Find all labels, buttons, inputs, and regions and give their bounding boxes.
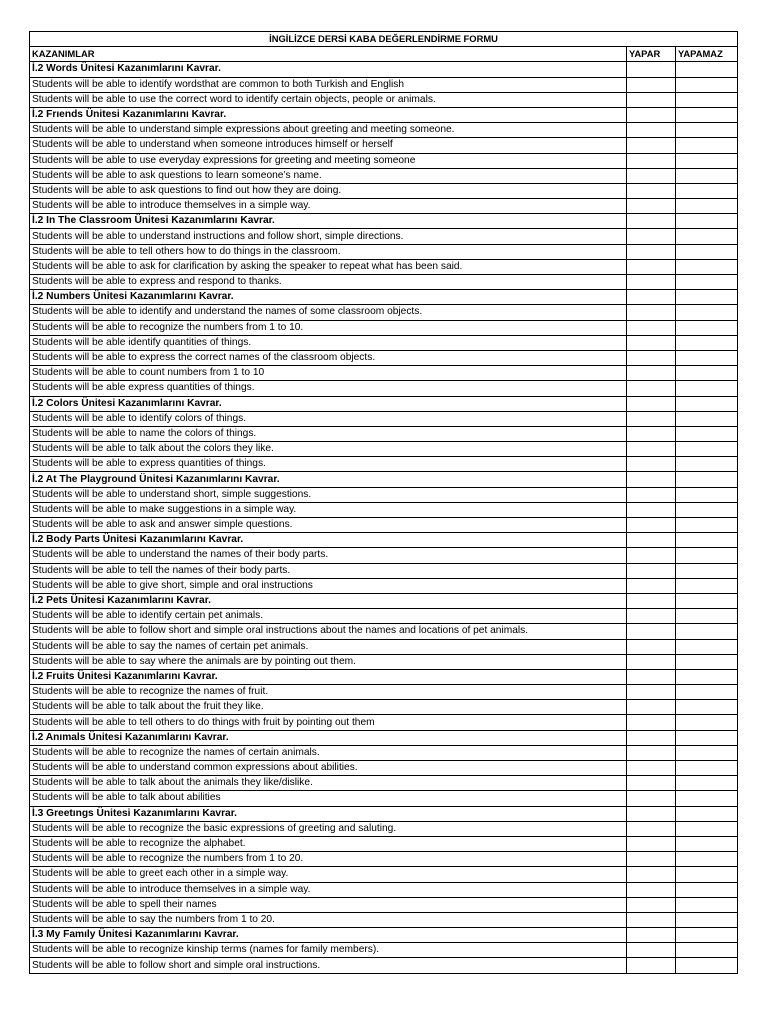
- objective-row: [30, 138, 738, 153]
- yapamaz-check-cell[interactable]: [676, 761, 738, 776]
- yapamaz-check-cell[interactable]: [676, 320, 738, 335]
- yapar-check-cell[interactable]: [627, 335, 676, 350]
- objective-row: [30, 563, 738, 578]
- section-yapar-cell: [627, 533, 676, 548]
- yapamaz-check-cell[interactable]: [676, 487, 738, 502]
- section-header-row: [30, 472, 738, 487]
- yapar-check-cell[interactable]: [627, 958, 676, 973]
- yapamaz-check-cell[interactable]: [676, 335, 738, 350]
- yapamaz-check-cell[interactable]: [676, 442, 738, 457]
- objective-text: Students will be able to express the correct names of the classroom objects.: [30, 350, 627, 365]
- section-title: İ.2 Pets Ünitesi Kazanımlarını Kavrar.: [30, 593, 627, 608]
- objective-text: Students will be able to understand short, simple suggestions.: [30, 487, 627, 502]
- yapamaz-check-cell[interactable]: [676, 715, 738, 730]
- objective-row: [30, 715, 738, 730]
- yapar-check-cell[interactable]: [627, 183, 676, 198]
- yapamaz-check-cell[interactable]: [676, 138, 738, 153]
- objective-text: Students will be able to identify wordsthat are common to both Turkish and English: [30, 77, 627, 92]
- section-yapamaz-cell: [676, 396, 738, 411]
- section-header-row: [30, 107, 738, 122]
- yapar-check-cell[interactable]: [627, 92, 676, 107]
- objective-text: Students will be able to make suggestions in a simple way.: [30, 502, 627, 517]
- yapamaz-check-cell[interactable]: [676, 123, 738, 138]
- section-yapamaz-cell: [676, 290, 738, 305]
- section-title: İ.2 In The Classroom Ünitesi Kazanımlarını Kavrar.: [30, 214, 627, 229]
- yapar-check-cell[interactable]: [627, 518, 676, 533]
- section-yapamaz-cell: [676, 806, 738, 821]
- section-header-row: [30, 396, 738, 411]
- yapar-check-cell[interactable]: [627, 350, 676, 365]
- yapamaz-check-cell[interactable]: [676, 229, 738, 244]
- section-yapar-cell: [627, 107, 676, 122]
- yapamaz-check-cell[interactable]: [676, 153, 738, 168]
- yapamaz-check-cell[interactable]: [676, 852, 738, 867]
- yapamaz-check-cell[interactable]: [676, 366, 738, 381]
- objective-text: Students will be able to ask questions to learn someone’s name.: [30, 168, 627, 183]
- yapamaz-check-cell[interactable]: [676, 958, 738, 973]
- yapamaz-check-cell[interactable]: [676, 381, 738, 396]
- section-yapar-cell: [627, 62, 676, 77]
- objective-row: [30, 305, 738, 320]
- objective-row: [30, 867, 738, 882]
- objective-text: Students will be able to introduce themselves in a simple way.: [30, 199, 627, 214]
- objective-row: [30, 275, 738, 290]
- yapamaz-check-cell[interactable]: [676, 199, 738, 214]
- yapar-check-cell[interactable]: [627, 761, 676, 776]
- objective-text: Students will be able to understand the names of their body parts.: [30, 548, 627, 563]
- objective-row: [30, 426, 738, 441]
- section-yapamaz-cell: [676, 62, 738, 77]
- section-yapar-cell: [627, 928, 676, 943]
- section-yapamaz-cell: [676, 472, 738, 487]
- section-header-row: [30, 593, 738, 608]
- objective-text: Students will be able to talk about the fruit they like.: [30, 700, 627, 715]
- yapar-check-cell[interactable]: [627, 153, 676, 168]
- objective-row: [30, 548, 738, 563]
- yapamaz-check-cell[interactable]: [676, 700, 738, 715]
- objective-row: [30, 624, 738, 639]
- objective-text: Students will be able to talk about the colors they like.: [30, 442, 627, 457]
- objective-row: [30, 882, 738, 897]
- yapamaz-check-cell[interactable]: [676, 350, 738, 365]
- objective-text: Students will be able to identify colors of things.: [30, 411, 627, 426]
- yapar-check-cell[interactable]: [627, 654, 676, 669]
- objective-text: Students will be able to give short, simple and oral instructions: [30, 578, 627, 593]
- form-body: [30, 32, 738, 974]
- yapamaz-check-cell[interactable]: [676, 791, 738, 806]
- objective-text: Students will be able to recognize the basic expressions of greeting and saluting.: [30, 821, 627, 836]
- column-header-yapamaz: YAPAMAZ: [676, 47, 738, 62]
- yapamaz-check-cell[interactable]: [676, 776, 738, 791]
- objective-row: [30, 199, 738, 214]
- yapar-check-cell[interactable]: [627, 624, 676, 639]
- objective-row: [30, 350, 738, 365]
- objective-row: [30, 457, 738, 472]
- yapamaz-check-cell[interactable]: [676, 882, 738, 897]
- yapar-check-cell[interactable]: [627, 745, 676, 760]
- yapar-check-cell[interactable]: [627, 366, 676, 381]
- objective-text: Students will be able to recognize the names of fruit.: [30, 685, 627, 700]
- yapamaz-check-cell[interactable]: [676, 912, 738, 927]
- objective-text: Students will be able to recognize the names of certain animals.: [30, 745, 627, 760]
- yapar-check-cell[interactable]: [627, 791, 676, 806]
- yapamaz-check-cell[interactable]: [676, 654, 738, 669]
- yapar-check-cell[interactable]: [627, 305, 676, 320]
- objective-row: [30, 229, 738, 244]
- yapar-check-cell[interactable]: [627, 563, 676, 578]
- yapamaz-check-cell[interactable]: [676, 745, 738, 760]
- section-title: İ.3 Greetıngs Ünitesi Kazanımlarını Kavrar.: [30, 806, 627, 821]
- objective-text: Students will be able to recognize the alphabet.: [30, 836, 627, 851]
- section-title: İ.2 Words Ünitesi Kazanımlarını Kavrar.: [30, 62, 627, 77]
- yapar-check-cell[interactable]: [627, 138, 676, 153]
- section-header-row: [30, 533, 738, 548]
- yapar-check-cell[interactable]: [627, 609, 676, 624]
- section-yapar-cell: [627, 214, 676, 229]
- objective-row: [30, 123, 738, 138]
- objective-text: Students will be able to ask questions to find out how they are doing.: [30, 183, 627, 198]
- objective-row: [30, 912, 738, 927]
- objective-text: Students will be able to name the colors of things.: [30, 426, 627, 441]
- objective-row: [30, 442, 738, 457]
- objective-row: [30, 609, 738, 624]
- yapar-check-cell[interactable]: [627, 776, 676, 791]
- objective-text: Students will be able express quantities of things.: [30, 381, 627, 396]
- yapamaz-check-cell[interactable]: [676, 639, 738, 654]
- section-yapamaz-cell: [676, 533, 738, 548]
- objective-row: [30, 639, 738, 654]
- objective-text: Students will be able to ask and answer simple questions.: [30, 518, 627, 533]
- yapamaz-check-cell[interactable]: [676, 685, 738, 700]
- yapar-check-cell[interactable]: [627, 123, 676, 138]
- yapar-check-cell[interactable]: [627, 381, 676, 396]
- section-title: İ.2 Colors Ünitesi Kazanımlarını Kavrar.: [30, 396, 627, 411]
- yapar-check-cell[interactable]: [627, 199, 676, 214]
- objective-row: [30, 92, 738, 107]
- objective-row: [30, 821, 738, 836]
- objective-row: [30, 168, 738, 183]
- yapar-check-cell[interactable]: [627, 244, 676, 259]
- yapamaz-check-cell[interactable]: [676, 821, 738, 836]
- objective-text: Students will be able to say the names of certain pet animals.: [30, 639, 627, 654]
- objective-text: Students will be able to follow short and simple oral instructions about the names and locations of pet animals.: [30, 624, 627, 639]
- objective-text: Students will be able to recognize the numbers from 1 to 20.: [30, 852, 627, 867]
- objective-text: Students will be able to understand when someone introduces himself or herself: [30, 138, 627, 153]
- yapamaz-check-cell[interactable]: [676, 77, 738, 92]
- yapar-check-cell[interactable]: [627, 168, 676, 183]
- section-header-row: [30, 928, 738, 943]
- yapamaz-check-cell[interactable]: [676, 563, 738, 578]
- objective-row: [30, 700, 738, 715]
- yapamaz-check-cell[interactable]: [676, 168, 738, 183]
- section-header-row: [30, 290, 738, 305]
- objective-text: Students will be able to count numbers from 1 to 10: [30, 366, 627, 381]
- column-header-kazanimlar: KAZANIMLAR: [30, 47, 627, 62]
- objective-text: Students will be able to spell their names: [30, 897, 627, 912]
- section-title: İ.2 Fruits Ünitesi Kazanımlarını Kavrar.: [30, 669, 627, 684]
- form-title-row: [30, 32, 738, 47]
- yapar-check-cell[interactable]: [627, 700, 676, 715]
- yapamaz-check-cell[interactable]: [676, 92, 738, 107]
- objective-row: [30, 259, 738, 274]
- yapar-check-cell[interactable]: [627, 411, 676, 426]
- objective-text: Students will be able to understand instructions and follow short, simple directions.: [30, 229, 627, 244]
- objective-row: [30, 366, 738, 381]
- objective-text: Students will be able to say where the animals are by pointing out them.: [30, 654, 627, 669]
- objective-text: Students will be able to tell the names of their body parts.: [30, 563, 627, 578]
- objective-text: Students will be able to understand simple expressions about greeting and meeting someone.: [30, 123, 627, 138]
- objective-row: [30, 77, 738, 92]
- section-yapar-cell: [627, 396, 676, 411]
- objective-row: [30, 654, 738, 669]
- objective-row: [30, 685, 738, 700]
- yapamaz-check-cell[interactable]: [676, 305, 738, 320]
- objective-text: Students will be able to recognize kinship terms (names for family members).: [30, 943, 627, 958]
- objective-text: Students will be able to follow short and simple oral instructions.: [30, 958, 627, 973]
- objective-row: [30, 578, 738, 593]
- yapamaz-check-cell[interactable]: [676, 411, 738, 426]
- objective-row: [30, 518, 738, 533]
- objective-text: Students will be able to use the correct word to identify certain objects, people or animals.: [30, 92, 627, 107]
- section-header-row: [30, 62, 738, 77]
- yapar-check-cell[interactable]: [627, 229, 676, 244]
- yapar-check-cell[interactable]: [627, 715, 676, 730]
- section-yapar-cell: [627, 290, 676, 305]
- yapar-check-cell[interactable]: [627, 426, 676, 441]
- yapar-check-cell[interactable]: [627, 912, 676, 927]
- section-yapamaz-cell: [676, 214, 738, 229]
- yapar-check-cell[interactable]: [627, 852, 676, 867]
- yapamaz-check-cell[interactable]: [676, 836, 738, 851]
- yapamaz-check-cell[interactable]: [676, 624, 738, 639]
- yapamaz-check-cell[interactable]: [676, 548, 738, 563]
- section-title: İ.2 Body Parts Ünitesi Kazanımlarını Kavrar.: [30, 533, 627, 548]
- section-yapar-cell: [627, 730, 676, 745]
- yapar-check-cell[interactable]: [627, 821, 676, 836]
- yapar-check-cell[interactable]: [627, 487, 676, 502]
- yapar-check-cell[interactable]: [627, 639, 676, 654]
- yapamaz-check-cell[interactable]: [676, 943, 738, 958]
- objective-text: Students will be able to use everyday expressions for greeting and meeting someone: [30, 153, 627, 168]
- yapar-check-cell[interactable]: [627, 685, 676, 700]
- yapamaz-check-cell[interactable]: [676, 518, 738, 533]
- objective-row: [30, 761, 738, 776]
- objective-row: [30, 776, 738, 791]
- objective-text: Students will be able to say the numbers from 1 to 20.: [30, 912, 627, 927]
- section-yapamaz-cell: [676, 593, 738, 608]
- objective-text: Students will be able to greet each other in a simple way.: [30, 867, 627, 882]
- section-yapamaz-cell: [676, 669, 738, 684]
- objective-row: [30, 335, 738, 350]
- objective-text: Students will be able to express and respond to thanks.: [30, 275, 627, 290]
- objective-text: Students will be able to identify and understand the names of some classroom objects.: [30, 305, 627, 320]
- yapar-check-cell[interactable]: [627, 457, 676, 472]
- section-yapar-cell: [627, 806, 676, 821]
- objective-row: [30, 381, 738, 396]
- form-title: İNGİLİZCE DERSİ KABA DEĞERLENDİRME FORMU: [30, 32, 738, 47]
- objective-text: Students will be able to tell others to do things with fruit by pointing out them: [30, 715, 627, 730]
- yapamaz-check-cell[interactable]: [676, 183, 738, 198]
- yapar-check-cell[interactable]: [627, 943, 676, 958]
- section-title: İ.2 Frıends Ünitesi Kazanımlarını Kavrar.: [30, 107, 627, 122]
- section-title: İ.3 My Famıly Ünitesi Kazanımlarını Kavrar.: [30, 928, 627, 943]
- section-yapar-cell: [627, 593, 676, 608]
- yapar-check-cell[interactable]: [627, 867, 676, 882]
- yapar-check-cell[interactable]: [627, 77, 676, 92]
- yapar-check-cell[interactable]: [627, 882, 676, 897]
- yapamaz-check-cell[interactable]: [676, 457, 738, 472]
- yapamaz-check-cell[interactable]: [676, 609, 738, 624]
- column-header-yapar: YAPAR: [627, 47, 676, 62]
- column-header-row: [30, 47, 738, 62]
- objective-text: Students will be able to identify certain pet animals.: [30, 609, 627, 624]
- yapamaz-check-cell[interactable]: [676, 502, 738, 517]
- section-title: İ.2 Anımals Ünitesi Kazanımlarını Kavrar.: [30, 730, 627, 745]
- objective-text: Students will be able to introduce themselves in a simple way.: [30, 882, 627, 897]
- assessment-form-table: [29, 31, 738, 974]
- yapar-check-cell[interactable]: [627, 320, 676, 335]
- section-yapar-cell: [627, 669, 676, 684]
- yapar-check-cell[interactable]: [627, 442, 676, 457]
- yapamaz-check-cell[interactable]: [676, 259, 738, 274]
- yapar-check-cell[interactable]: [627, 578, 676, 593]
- objective-row: [30, 897, 738, 912]
- objective-row: [30, 852, 738, 867]
- section-yapamaz-cell: [676, 928, 738, 943]
- yapar-check-cell[interactable]: [627, 897, 676, 912]
- section-header-row: [30, 214, 738, 229]
- objective-row: [30, 943, 738, 958]
- objective-text: Students will be able identify quantities of things.: [30, 335, 627, 350]
- section-yapamaz-cell: [676, 730, 738, 745]
- yapamaz-check-cell[interactable]: [676, 275, 738, 290]
- objective-row: [30, 836, 738, 851]
- section-header-row: [30, 669, 738, 684]
- objective-row: [30, 502, 738, 517]
- section-yapar-cell: [627, 472, 676, 487]
- section-yapamaz-cell: [676, 107, 738, 122]
- yapamaz-check-cell[interactable]: [676, 578, 738, 593]
- yapamaz-check-cell[interactable]: [676, 244, 738, 259]
- objective-text: Students will be able to talk about the animals they like/dislike.: [30, 776, 627, 791]
- objective-row: [30, 320, 738, 335]
- objective-text: Students will be able to understand common expressions about abilities.: [30, 761, 627, 776]
- section-title: İ.2 Numbers Ünitesi Kazanımlarını Kavrar.: [30, 290, 627, 305]
- objective-row: [30, 745, 738, 760]
- objective-row: [30, 958, 738, 973]
- objective-text: Students will be able to tell others how to do things in the classroom.: [30, 244, 627, 259]
- yapamaz-check-cell[interactable]: [676, 426, 738, 441]
- yapar-check-cell[interactable]: [627, 502, 676, 517]
- yapar-check-cell[interactable]: [627, 548, 676, 563]
- objective-row: [30, 487, 738, 502]
- objective-text: Students will be able to ask for clarification by asking the speaker to repeat what has been said.: [30, 259, 627, 274]
- yapar-check-cell[interactable]: [627, 275, 676, 290]
- section-header-row: [30, 730, 738, 745]
- objective-row: [30, 153, 738, 168]
- objective-row: [30, 183, 738, 198]
- yapamaz-check-cell[interactable]: [676, 897, 738, 912]
- yapamaz-check-cell[interactable]: [676, 867, 738, 882]
- objective-row: [30, 791, 738, 806]
- objective-text: Students will be able to talk about abilities: [30, 791, 627, 806]
- objective-row: [30, 411, 738, 426]
- yapar-check-cell[interactable]: [627, 259, 676, 274]
- objective-text: Students will be able to recognize the numbers from 1 to 10.: [30, 320, 627, 335]
- objective-row: [30, 244, 738, 259]
- objective-text: Students will be able to express quantities of things.: [30, 457, 627, 472]
- yapar-check-cell[interactable]: [627, 836, 676, 851]
- section-title: İ.2 At The Playground Ünitesi Kazanımlarını Kavrar.: [30, 472, 627, 487]
- section-header-row: [30, 806, 738, 821]
